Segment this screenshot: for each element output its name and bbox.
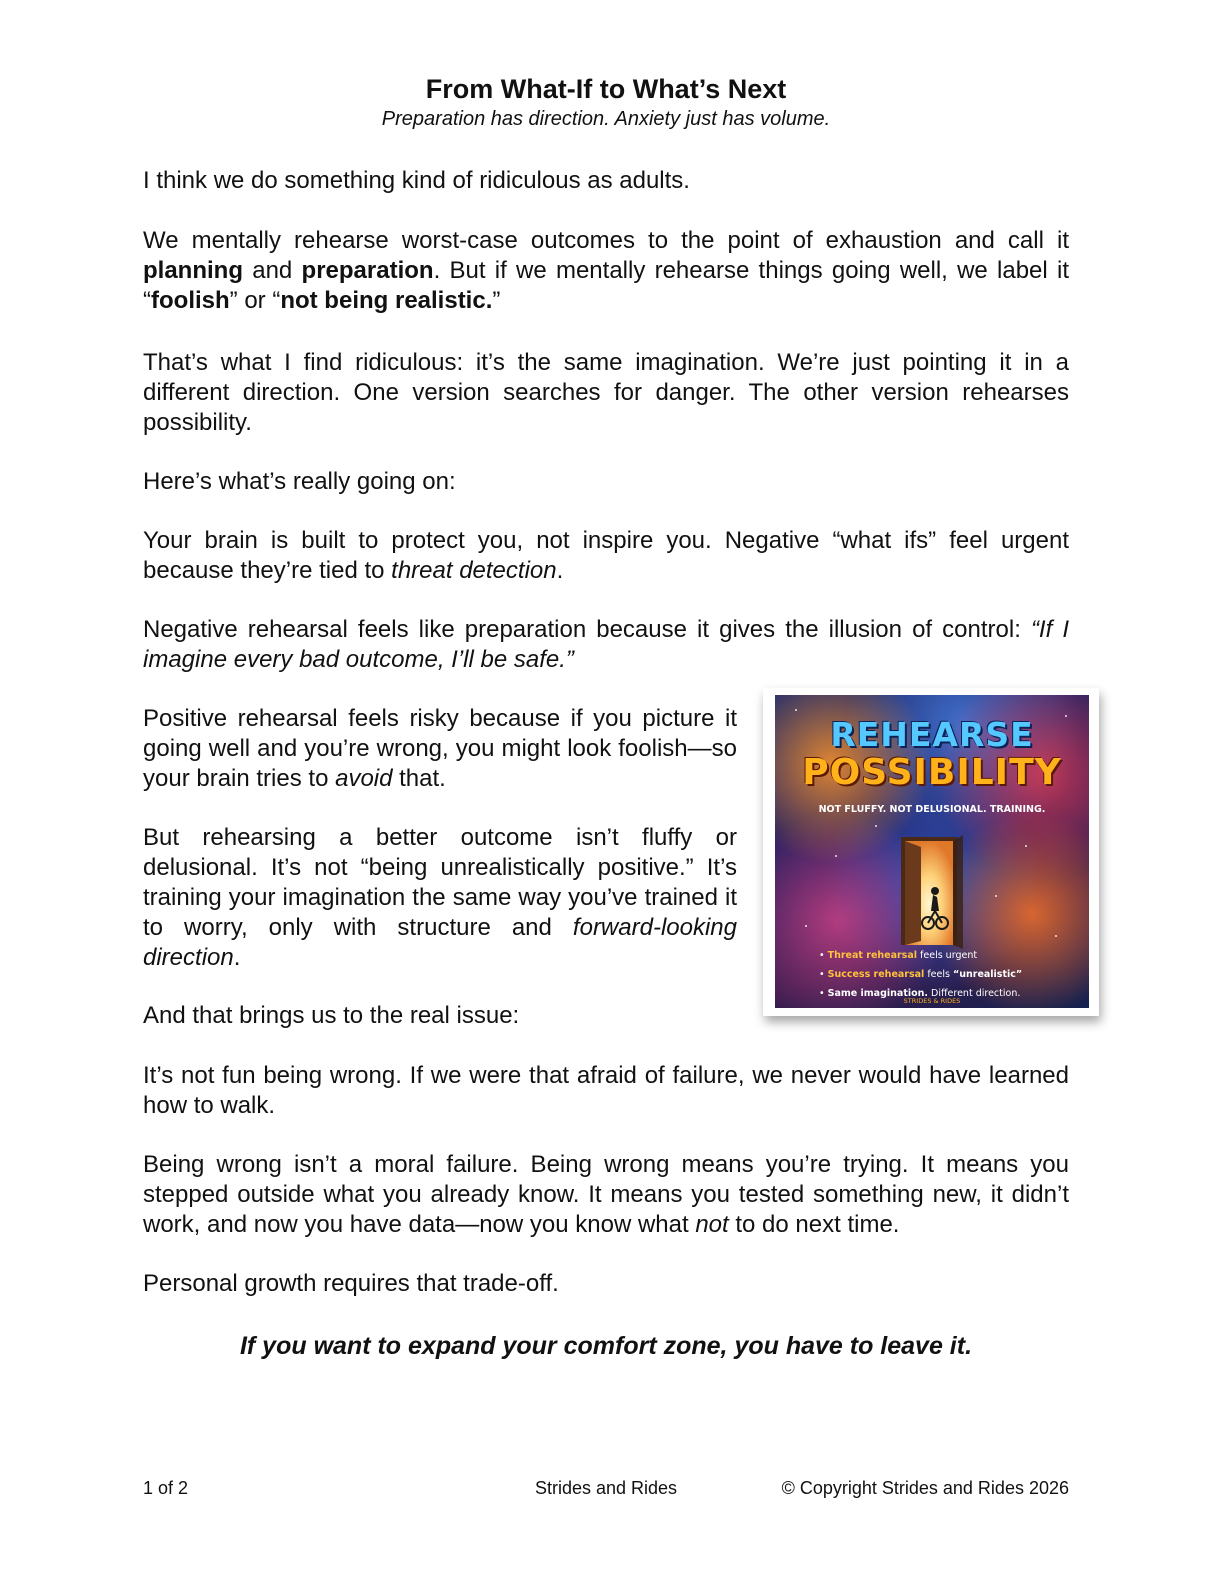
text-run: But rehearsing a better outcome isn’t fluffy or delusional. It’s not “being unrealistically positive.” It’s training your imagination the same way you’ve trained it to worry, only with structure and [143,824,737,941]
poster-title-line-1: REHEARSE [830,715,1034,754]
poster-bullet-strong: “unrealistic” [952,969,1023,980]
paragraph-12: Personal growth requires that trade-off. [143,1270,559,1297]
text-run: Positive rehearsal feels risky because if you picture it going well and you’re wrong, you might look foolish—so your brain tries to [143,705,737,792]
text-run: . [556,557,564,584]
star-dot [995,895,997,897]
paragraph-7 [143,704,737,794]
poster-bullet: • Threat rehearsal feels urgent [819,950,978,961]
footer-page-number: 1 of 2 [143,1478,189,1498]
text-run: Your brain is built to protect you, not inspire you. Negative “what ifs” feel urgent because they’re tied to [143,527,1069,584]
poster-bullet-text: Different direction. [928,988,1021,999]
poster-bullet-emphasis: Threat rehearsal [827,950,918,961]
text-run: ” or “ [229,287,281,314]
star-dot [795,709,797,711]
star-dot [1025,845,1027,847]
page-title: From What-If to What’s Next [425,74,787,104]
bold-foolish: foolish [151,287,230,314]
paragraph-1: I think we do something kind of ridiculous as adults. [143,167,690,194]
footer-brand: Strides and Rides [534,1478,678,1498]
text-run: and [242,257,302,284]
star-dot [835,855,837,857]
text-run: We mentally rehearse worst-case outcomes to the point of exhaustion and call it [143,227,1069,254]
paragraph-6 [143,615,1069,675]
poster-brand: STRIDES & RIDES [903,997,961,1005]
poster-bullet-text: feels urgent [917,950,978,961]
rehearse-possibility-poster [775,695,1089,1008]
paragraph-2 [143,226,1069,316]
closing-statement: If you want to expand your comfort zone, you have to leave it. [239,1332,973,1360]
open-door-cyclist-icon [895,831,967,949]
footer-copyright: © Copyright Strides and Rides 2026 [781,1478,1069,1498]
paragraph-10: It’s not fun being wrong. If we were that afraid of failure, we never would have learned how to walk. [143,1062,1069,1119]
star-dot [805,925,807,927]
poster-bullet-text: feels [924,969,953,980]
poster-bullet: • Success rehearsal feels “unrealistic” [819,969,1023,980]
bold-preparation: preparation [301,257,434,284]
text-run: to do next time. [728,1211,900,1238]
text-run: . [233,944,241,971]
paragraph-11 [143,1150,1069,1240]
bold-planning: planning [143,257,243,284]
italic-forward-looking: forward-looking direction [143,914,737,971]
italic-threat-detection: threat detection [391,557,557,584]
poster-bullet-list [819,946,1079,1003]
poster-tagline: NOT FLUFFY. NOT DELUSIONAL. TRAINING. [818,804,1046,815]
paragraph-5 [143,526,1069,586]
text-run: Negative rehearsal feels like preparation because it gives the illusion of control: [143,616,1031,643]
text-run: Being wrong isn’t a moral failure. Being wrong means you’re trying. It means you stepped outside what you already know. It means you tested something new, it didn’t work, and now you have data—now you know what [143,1151,1069,1238]
paragraph-4: Here’s what’s really going on: [143,468,456,495]
paragraph-8 [143,823,737,973]
poster-bullet-emphasis: Success rehearsal [827,969,925,980]
poster-bullet: • Same imagination. Different direction. [819,988,1021,999]
poster-bullet-strong: Same imagination. [827,988,929,999]
italic-not: not [695,1211,729,1238]
text-run: that. [392,765,446,792]
italic-avoid: avoid [335,765,393,792]
star-dot [875,825,877,827]
paragraph-3: That’s what I find ridiculous: it’s the same imagination. We’re just pointing it in a different direction. One version searches for danger. The other version rehearses possibility. [143,349,1069,436]
bold-not-realistic: not being realistic. [280,287,493,314]
star-dot [1055,935,1057,937]
paragraph-9: And that brings us to the real issue: [143,1002,520,1029]
poster-title-line-2: POSSIBILITY [802,752,1062,793]
poster-frame [763,688,1099,1016]
text-run: ” [492,287,501,314]
text-run: . But if we mentally rehearse things going well, we label it “ [143,257,1069,314]
page-subtitle: Preparation has direction. Anxiety just has volume. [381,108,831,130]
italic-quote: “If I imagine every bad outcome, I’ll be safe.” [143,616,1070,673]
